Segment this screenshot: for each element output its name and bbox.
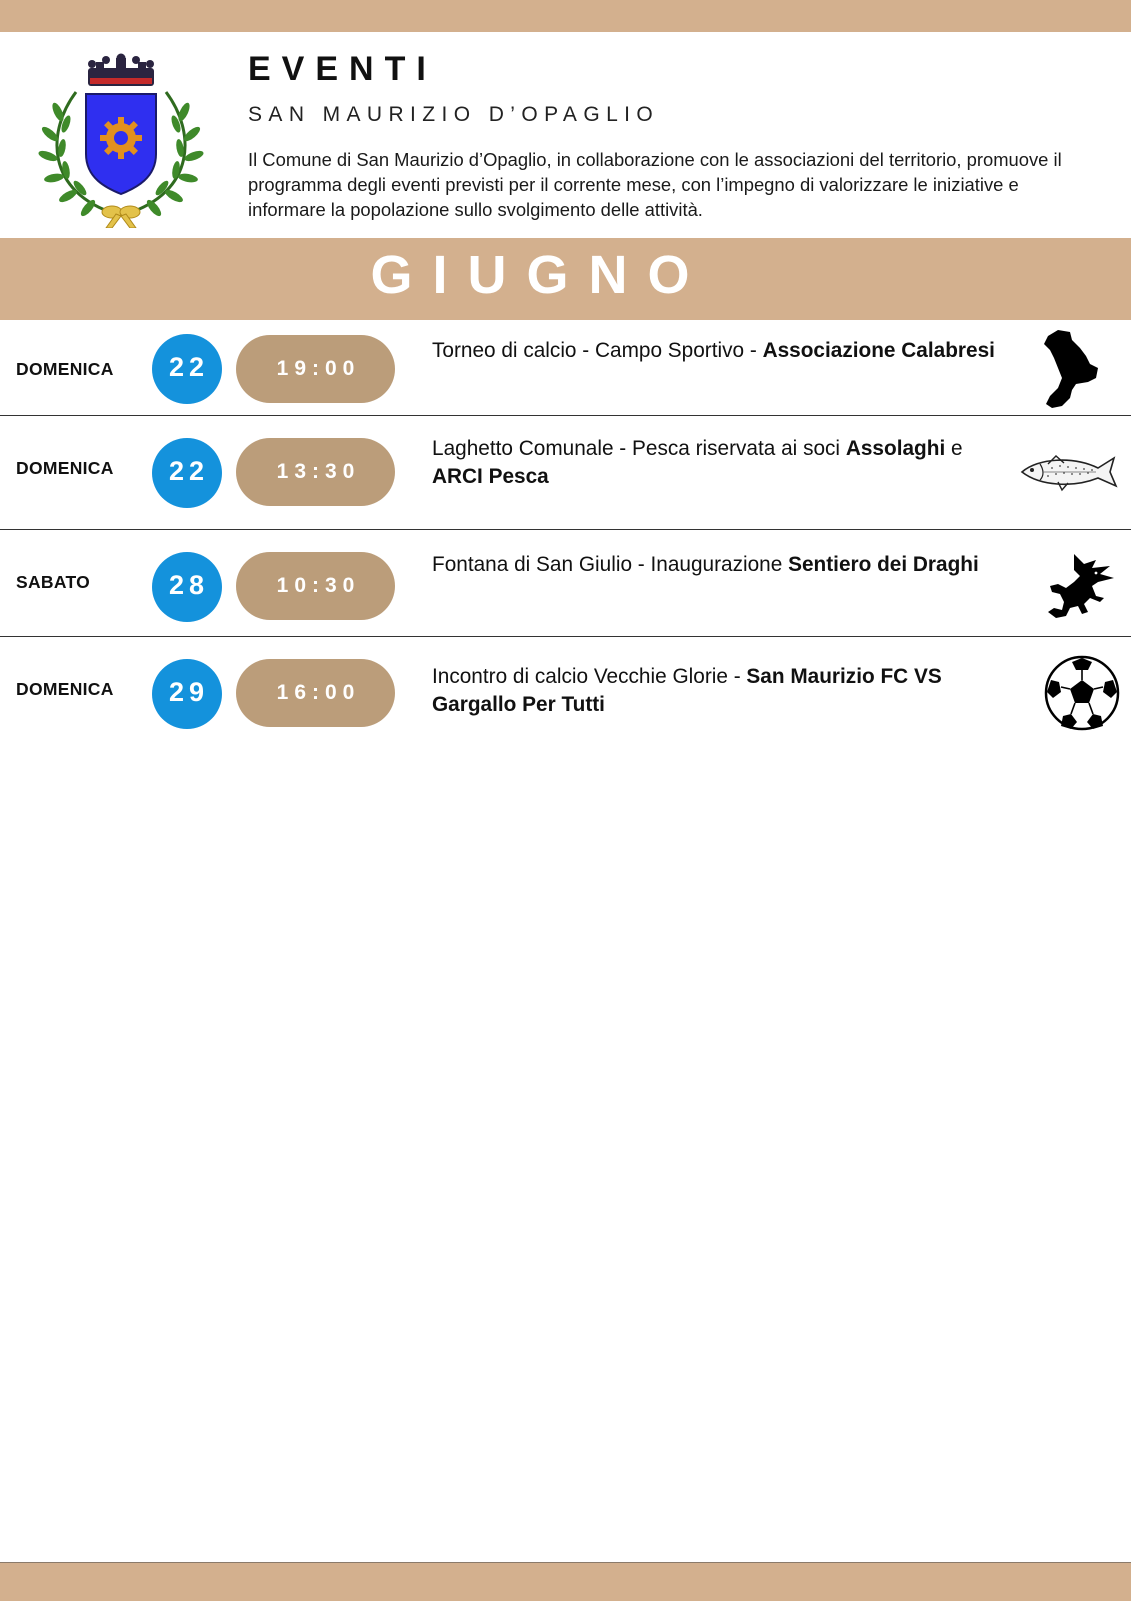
event-organizer: San Maurizio FC VS Gargallo Per Tutti — [432, 665, 942, 716]
event-text: Laghetto Comunale - Pesca riservata ai soci — [432, 437, 846, 460]
page-subtitle: SAN MAURIZIO D’OPAGLIO — [248, 103, 660, 126]
event-day: DOMENICA — [16, 679, 114, 699]
event-description — [432, 551, 1012, 579]
event-date: 29 — [152, 659, 222, 729]
event-day: DOMENICA — [16, 458, 114, 478]
dragon-icon — [1044, 552, 1118, 622]
page-title: EVENTI — [248, 50, 437, 88]
intro-paragraph: Il Comune di San Maurizio d’Opaglio, in collaborazione con le associazioni del territorio, promuove il programma degli eventi previsti per il corrente mese, con l’impegno di valorizzare le iniziative e informare la popolazione sullo svolgimento delle attività. — [248, 149, 1062, 220]
event-text-connector: e — [945, 437, 963, 460]
event-time: 19:00 — [236, 335, 395, 403]
event-time: 16:00 — [236, 659, 395, 727]
event-row — [0, 530, 1131, 636]
event-time: 10:30 — [236, 552, 395, 620]
event-text: Fontana di San Giulio - Inaugurazione — [432, 553, 789, 576]
event-day: DOMENICA — [16, 359, 114, 379]
event-row — [0, 416, 1131, 530]
event-text: Incontro di calcio Vecchie Glorie - — [432, 665, 747, 688]
event-date: 28 — [152, 552, 222, 622]
calabria-map-icon — [1040, 328, 1100, 410]
event-organizer: Assolaghi — [845, 437, 946, 460]
event-day: SABATO — [16, 572, 91, 592]
municipal-crest-icon — [36, 52, 206, 228]
event-organizer: Sentiero dei Draghi — [788, 553, 979, 576]
soccer-ball-icon — [1043, 654, 1121, 732]
event-text: Torneo di calcio - Campo Sportivo - — [432, 339, 763, 362]
fish-icon — [1018, 452, 1118, 494]
event-row — [0, 320, 1131, 416]
event-row — [0, 637, 1131, 747]
month-heading: GIUGNO — [370, 245, 710, 305]
event-organizer: Associazione Calabresi — [762, 339, 995, 362]
bottom-band — [0, 1562, 1131, 1601]
event-organizer-2: ARCI Pesca — [432, 465, 549, 488]
event-date: 22 — [152, 438, 222, 508]
event-description — [432, 435, 1012, 491]
event-time: 13:30 — [236, 438, 395, 506]
event-description — [432, 337, 1012, 365]
top-band — [0, 0, 1131, 32]
event-date: 22 — [152, 334, 222, 404]
event-description — [432, 663, 1012, 719]
